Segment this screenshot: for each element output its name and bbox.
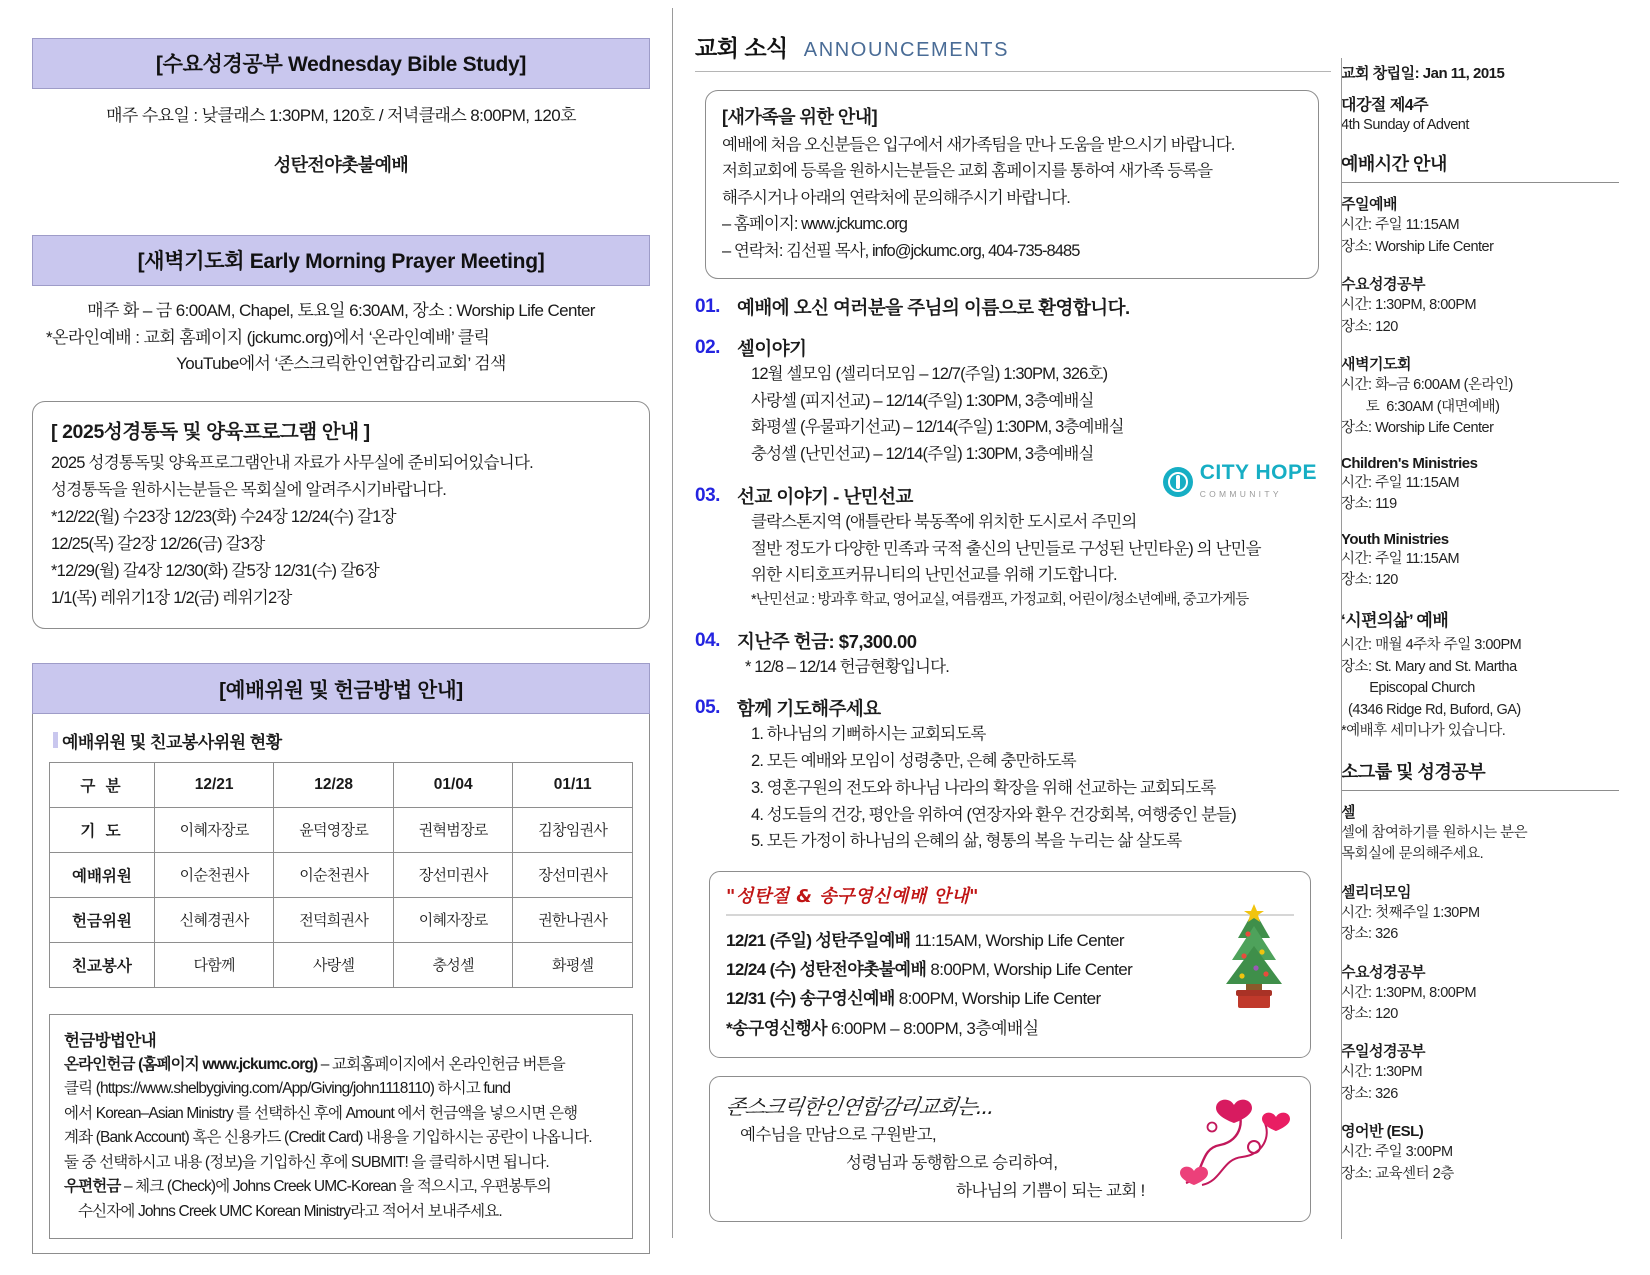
worship-name: Children's Ministries [1341, 454, 1478, 472]
table-cell: 신혜경권사 [154, 897, 274, 942]
announcement-item [695, 337, 1331, 468]
prayer-request-item: 1. 하나님의 기뻐하시는 교회되도록 [751, 725, 986, 744]
christmas-service-name: 12/31 (수) 송구영신예배 [726, 989, 895, 1009]
new-family-website-line: – 홈페이지: www.jckumc.org [722, 215, 907, 234]
announcement-title: 예배에 오신 여러분을 주님의 이름으로 환영합니다. [737, 296, 1130, 318]
prayer-online-line: *온라인예배 : 교회 홈페이지 (jckumc.org)에서 ‘온라인예배’ 클릭 [46, 327, 490, 347]
giving-line: 에서 Korean–Asian Ministry 를 선택하신 후에 Amount 에서 헌금액을 넣으시면 은행 [64, 1104, 578, 1122]
christmas-service-name: 12/21 (주일) 성탄주일예배 [726, 931, 911, 951]
announcement-subline: 화평셀 (우물파기선교) – 12/14(주일) 1:30PM, 3층예배실 [751, 418, 1124, 437]
advent-week-en: 4th Sunday of Advent [1341, 117, 1469, 133]
christmas-services-box [709, 871, 1311, 1058]
group-line: 목회실에 문의해주세요. [1341, 846, 1484, 863]
giving-mail-line [64, 1175, 618, 1199]
worship-committee-box [32, 714, 650, 1254]
worship-time-entry [1341, 606, 1619, 742]
wednesday-bible-study-schedule: 매주 수요일 : 낮클래스 1:30PM, 120호 / 저녁클래스 8:00PM, 120호 [106, 106, 576, 125]
table-cell: 장선미권사 [513, 852, 633, 897]
bible-reading-program-box [32, 401, 650, 628]
giving-mail-label: 우편헌금 [64, 1178, 121, 1196]
row-label: 기 도 [50, 807, 155, 852]
early-morning-prayer-band: [새벽기도회 Early Morning Prayer Meeting] [32, 235, 650, 286]
group-name: 셀리더모임 [1341, 883, 1411, 901]
worship-time: 시간: 화–금 6:00AM (온라인) [1341, 377, 1513, 394]
table-cell: 충성셀 [393, 942, 513, 987]
group-time: 시간: 1:30PM [1341, 1064, 1423, 1081]
prayer-youtube-line: YouTube에서 ‘존스크릭한인연합감리교회’ 검색 [176, 354, 506, 374]
table-header-row [50, 762, 633, 807]
announcement-item [695, 485, 1331, 613]
bible-reading-title: [ 2025성경통독 및 양육프로그램 안내 ] [51, 421, 370, 444]
table-cell: 이혜자장로 [154, 807, 274, 852]
announcement-title: 선교 이야기 - 난민선교 [737, 485, 913, 507]
city-hope-name: CITY HOPE [1199, 461, 1317, 484]
table-cell: 윤덕영장로 [274, 807, 394, 852]
worship-time-entry [1341, 455, 1619, 516]
giving-online-line [64, 1053, 618, 1077]
announcements-title-en: ANNOUNCEMENTS [803, 39, 1010, 61]
christmas-services-title: "성탄절 & 송구영신예배 안내" [726, 882, 1294, 916]
worship-name: ‘시편의삶’ 예배 [1341, 611, 1449, 631]
announcement-subline: 위한 시티호프커뮤니티의 난민선교를 위해 기도합니다. [751, 566, 1117, 585]
announcement-number: 05. [695, 697, 720, 719]
worship-time: 시간: 주일 11:15AM [1341, 474, 1460, 491]
table-cell: 이순천권사 [154, 852, 274, 897]
group-place: 장소: 326 [1341, 1085, 1398, 1102]
column-header: 구 분 [50, 762, 155, 807]
bible-reading-line: 성경통독을 원하시는분들은 목회실에 알려주시기바랍니다. [51, 481, 447, 500]
new-family-line: 저희교회에 등록을 원하시는분들은 교회 홈페이지를 통하여 새가족 등록을 [722, 162, 1213, 181]
christmas-service-line [726, 926, 1294, 955]
group-place: 장소: 교육센터 2층 [1341, 1165, 1454, 1182]
worship-address: (4346 Ridge Rd, Buford, GA) [1341, 701, 1521, 718]
info-sidebar [1341, 0, 1633, 1275]
christmas-service-line [726, 1014, 1294, 1043]
table-cell: 사랑셀 [274, 942, 394, 987]
announcement-subline: 충성셀 (난민선교) – 12/14(주일) 1:30PM, 3층예배실 [751, 445, 1094, 464]
worship-time-entry [1341, 193, 1619, 258]
worship-time: 시간: 매월 4주차 주일 3:00PM [1341, 637, 1522, 654]
christmas-service-name: *송구영신행사 [726, 1018, 827, 1038]
christmas-service-detail: 6:00PM – 8:00PM, 3층예배실 [826, 1018, 1039, 1038]
giving-line: 계좌 (Bank Account) 혹은 신용카드 (Credit Card) 내용을 기입하시는 공란이 나옵니다. [64, 1129, 592, 1147]
giving-title: 헌금방법안내 [64, 1031, 157, 1050]
group-line: 셀에 참여하기를 원하시는 분은 [1341, 824, 1528, 841]
worship-time: 시간: 주일 11:15AM [1341, 550, 1460, 567]
small-group-entry [1341, 801, 1619, 866]
table-row [50, 807, 633, 852]
small-group-title: 소그룹 및 성경공부 [1341, 758, 1619, 791]
bullet-tick-icon [53, 732, 58, 748]
new-family-box [705, 90, 1319, 279]
group-time: 시간: 첫째주일 1:30PM [1341, 904, 1480, 921]
announcements-header [695, 30, 1331, 72]
group-time: 시간: 1:30PM, 8:00PM [1341, 984, 1477, 1001]
city-hope-sub: COMMUNITY [1199, 489, 1282, 499]
worship-name: 주일예배 [1341, 196, 1397, 214]
offering-total-title: 지난주 헌금: $7,300.00 [737, 630, 917, 652]
heart-swirl-icon [1176, 1087, 1296, 1195]
christmas-service-detail: 8:00PM, Worship Life Center [894, 989, 1101, 1009]
worship-place: 장소: 119 [1341, 496, 1397, 513]
announcement-number: 02. [695, 337, 720, 358]
row-label: 헌금위원 [50, 897, 155, 942]
group-name: 셀 [1341, 803, 1355, 821]
christmas-eve-highlight: 성탄전야촛불예배 [273, 155, 409, 176]
announcement-subline: 클락스톤지역 (애틀란타 북동쪽에 위치한 도시로서 주민의 [751, 512, 1137, 531]
giving-methods-box [49, 1014, 633, 1239]
announcement-item [695, 296, 1331, 320]
giving-mail-line2: 수신자에 Johns Creek UMC Korean Ministry라고 적어서 보내주세요. [78, 1202, 502, 1220]
prayer-request-item: 2. 모든 예배와 모임이 성령충만, 은혜 충만하도록 [751, 752, 1076, 771]
worship-place: 장소: Worship Life Center [1341, 238, 1494, 255]
table-cell: 권혁범장로 [393, 807, 513, 852]
advent-week-kr: 대강절 제4주 [1341, 97, 1429, 114]
table-row [50, 897, 633, 942]
giving-online-rest: – 교회홈페이지에서 온라인헌금 버튼을 [317, 1055, 565, 1073]
vision-line: 하나님의 기쁨이 되는 교회 ! [956, 1182, 1145, 1201]
announcement-item [695, 630, 1331, 681]
wednesday-bible-study-band: [수요성경공부 Wednesday Bible Study] [32, 38, 650, 89]
group-name: 주일성경공부 [1341, 1043, 1425, 1061]
table-cell: 다함께 [154, 942, 274, 987]
new-family-contact-line: – 연락처: 김선필 목사, info@jckumc.org, 404-735-8485 [722, 241, 1080, 260]
announcement-note: *난민선교 : 방과후 학교, 영어교실, 여름캠프, 가정교회, 어린이/청소년예배, 중고가게등 [751, 592, 1249, 609]
prayer-schedule-line: 매주 화 – 금 6:00AM, Chapel, 토요일 6:30AM, 장소 : Worship Life Center [87, 301, 595, 321]
vision-line: 성령님과 동행함으로 승리하여, [846, 1154, 1058, 1172]
announcement-number: 03. [695, 484, 720, 506]
new-family-line: 예배에 처음 오신분들은 입구에서 새가족팀을 만나 도움을 받으시기 바랍니다. [722, 136, 1235, 154]
worship-note: *예배후 세미나가 있습니다. [1341, 723, 1506, 740]
announcement-subline: 절반 정도가 다양한 민족과 국적 출신의 난민들로 구성된 난민타운) 의 난민을 [751, 539, 1261, 558]
group-time: 시간: 주일 3:00PM [1341, 1144, 1453, 1161]
new-family-line: 해주시거나 아래의 연락처에 문의해주시기 바랍니다. [722, 188, 1070, 207]
announcement-number: 01. [695, 295, 720, 317]
column-header: 12/21 [154, 762, 274, 807]
table-cell: 이혜자장로 [393, 897, 513, 942]
announcement-subline: 12월 셀모임 (셀리더모임 – 12/7(주일) 1:30PM, 326호) [751, 365, 1108, 384]
worship-time-entry [1341, 353, 1619, 439]
worship-place: 장소: 120 [1341, 318, 1398, 335]
group-name: 수요성경공부 [1341, 963, 1425, 981]
table-row [50, 942, 633, 987]
bible-reading-line: 1/1(목) 레위기1장 1/2(금) 레위기2장 [51, 588, 292, 607]
row-label: 예배위원 [50, 852, 155, 897]
offering-period-note: * 12/8 – 12/14 헌금현황입니다. [745, 657, 949, 676]
small-group-entry [1341, 961, 1619, 1026]
group-place: 장소: 120 [1341, 1005, 1398, 1022]
worship-time: 시간: 1:30PM, 8:00PM [1341, 297, 1477, 314]
worship-name: Youth Ministries [1341, 530, 1449, 548]
founding-date: 교회 창립일: Jan 11, 2015 [1341, 65, 1505, 82]
table-cell: 전덕희권사 [274, 897, 394, 942]
new-family-title: [새가족을 위한 안내] [722, 107, 878, 127]
worship-roster-table [49, 762, 633, 988]
worship-time-2: 토 6:30AM (대면예배) [1341, 398, 1500, 415]
table-cell: 김창임권사 [513, 807, 633, 852]
column-header: 01/04 [393, 762, 513, 807]
announcement-title: 함께 기도해주세요 [737, 698, 881, 720]
table-cell: 장선미권사 [393, 852, 513, 897]
prayer-request-item: 4. 성도들의 건강, 평안을 위하여 (연장자와 환우 건강회복, 여행중인 분들) [751, 805, 1236, 824]
bible-reading-line: 12/25(목) 갈2장 12/26(금) 갈3장 [51, 535, 265, 554]
christmas-service-name: 12/24 (수) 성탄전야촛불예배 [726, 960, 927, 980]
bible-reading-line: *12/29(월) 갈4장 12/30(화) 갈5장 12/31(수) 갈6장 [51, 561, 379, 580]
christmas-service-line [726, 955, 1294, 984]
giving-online-label: 온라인헌금 (홈페이지 www.jckumc.org) [64, 1055, 318, 1073]
announcement-item [695, 697, 1331, 855]
vision-handwritten-heading: 존스크릭한인연합감리교회는... [724, 1094, 996, 1119]
table-cell: 이순천권사 [274, 852, 394, 897]
worship-place: 장소: Worship Life Center [1341, 420, 1494, 437]
worship-name: 새벽기도회 [1341, 356, 1411, 374]
announcement-subline: 사랑셀 (피지선교) – 12/14(주일) 1:30PM, 3층예배실 [751, 391, 1094, 410]
worship-time: 시간: 주일 11:15AM [1341, 217, 1460, 234]
worship-name: 수요성경공부 [1341, 276, 1425, 294]
prayer-request-item: 5. 모든 가정이 하나님의 은혜의 삶, 형통의 복을 누리는 삶 살도록 [751, 832, 1182, 851]
group-place: 장소: 326 [1341, 926, 1398, 943]
giving-mail-rest: – 체크 (Check)에 Johns Creek UMC-Korean 을 적으시고, 우편봉투의 [120, 1178, 551, 1196]
christmas-service-line [726, 984, 1294, 1013]
bible-reading-line: 2025 성경통독및 양육프로그램안내 자료가 사무실에 준비되어있습니다. [51, 454, 534, 473]
worship-committee-band: [예배위원 및 헌금방법 안내] [32, 663, 650, 714]
christmas-tree-icon [1210, 904, 1298, 1014]
vision-line: 예수님을 만남으로 구원받고, [740, 1125, 937, 1144]
worship-time-entry [1341, 531, 1619, 592]
worship-place: 장소: St. Mary and St. Martha [1341, 658, 1517, 675]
small-group-entry [1341, 1120, 1619, 1185]
table-cell: 권한나권사 [513, 897, 633, 942]
church-vision-box [709, 1076, 1311, 1222]
city-hope-emblem-icon [1163, 467, 1193, 497]
city-hope-logo [1163, 462, 1317, 502]
table-cell: 화평셀 [513, 942, 633, 987]
small-group-entry [1341, 1040, 1619, 1105]
announcement-number: 04. [695, 629, 720, 651]
sidebar-divider [1341, 58, 1342, 1239]
announcements-title-kr: 교회 소식 [695, 35, 788, 61]
worship-times-title: 예배시간 안내 [1341, 150, 1619, 183]
table-row [50, 852, 633, 897]
column-header: 01/11 [513, 762, 633, 807]
worship-time-entry [1341, 273, 1619, 338]
small-group-entry [1341, 881, 1619, 946]
announcement-title: 셀이야기 [737, 338, 807, 359]
announcements-column [673, 0, 1341, 1275]
worship-place: 장소: 120 [1341, 571, 1398, 588]
christmas-service-detail: 11:15AM, Worship Life Center [910, 931, 1124, 951]
row-label: 친교봉사 [50, 942, 155, 987]
prayer-request-item: 3. 영혼구원의 전도와 하나님 나라의 확장을 위해 선교하는 교회되도록 [751, 778, 1216, 797]
christmas-service-detail: 8:00PM, Worship Life Center [926, 960, 1133, 980]
giving-line: 둘 중 선택하시고 내용 (정보)을 기입하신 후에 SUBMIT! 을 클릭하시면 됩니다. [64, 1153, 549, 1171]
column-header: 12/28 [274, 762, 394, 807]
giving-line: 클릭 (https://www.shelbygiving.com/App/Giving/john1118110) 하시고 fund [64, 1080, 511, 1098]
roster-section-heading: 예배위원 및 친교봉사위원 현황 [53, 728, 633, 753]
left-column [0, 0, 672, 1275]
group-name: 영어반 (ESL) [1341, 1123, 1424, 1141]
bible-reading-line: *12/22(월) 수23장 12/23(화) 수24장 12/24(수) 갈1장 [51, 508, 396, 527]
worship-place-2: Episcopal Church [1341, 680, 1475, 697]
